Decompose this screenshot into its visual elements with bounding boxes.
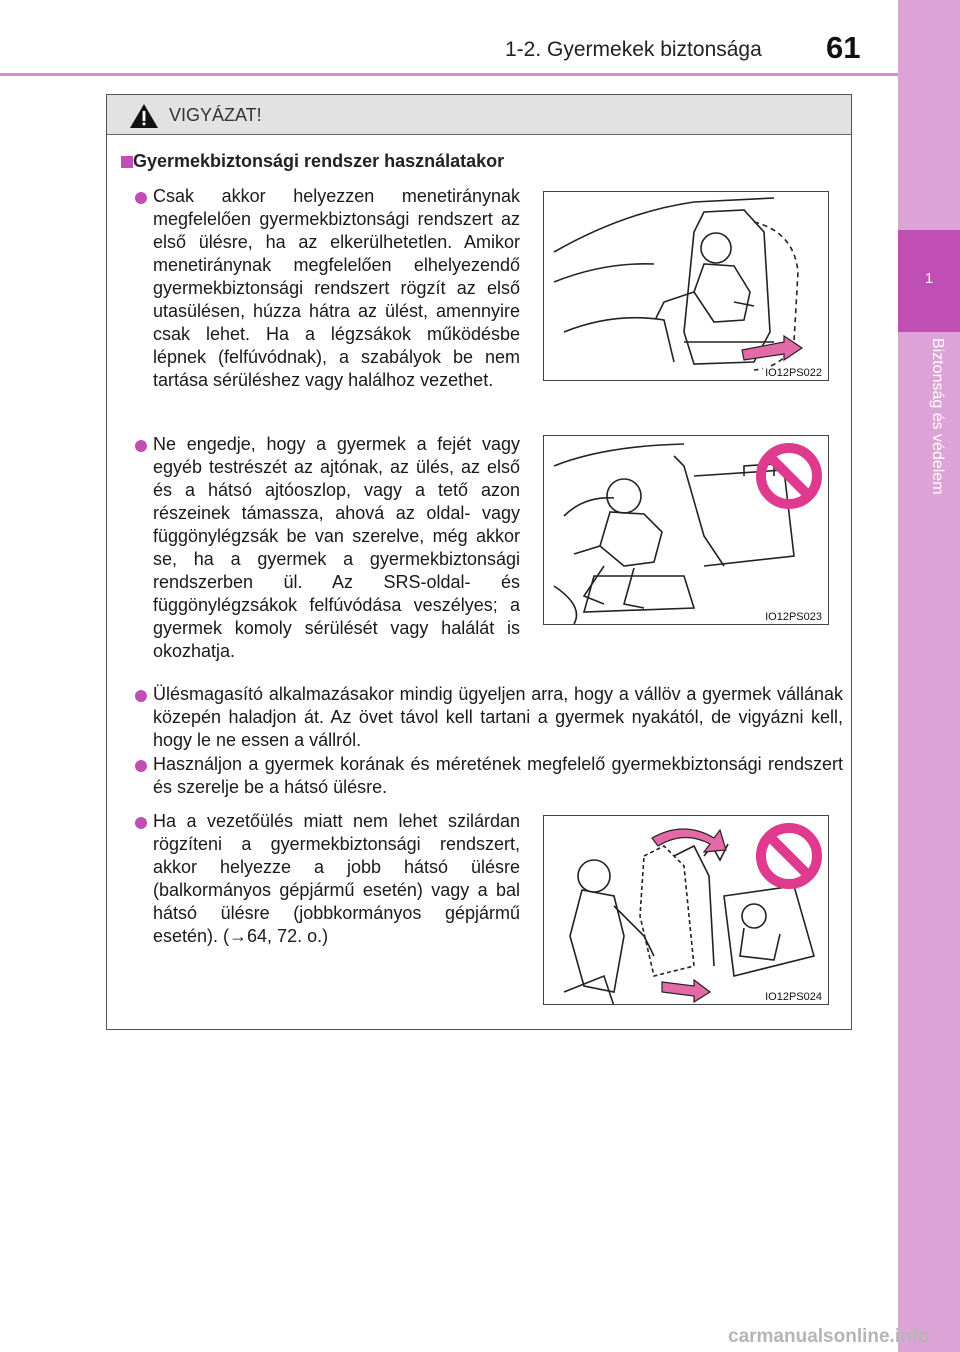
warning-triangle-icon xyxy=(129,103,159,129)
figure-code: IO12PS024 xyxy=(765,991,822,1003)
figure-code: IO12PS023 xyxy=(765,611,822,623)
warning-item-4: Használjon a gyermek korának és méretének megfelelő gyermekbiztonsági rendszert és szerelje be a hátsó ülésre. xyxy=(153,754,843,797)
warning-title: VIGYÁZAT! xyxy=(169,105,262,125)
section-title: Gyermekbiztonsági rendszer használatakor xyxy=(133,151,505,171)
warning-item-2: Ne engedje, hogy a gyermek a fejét vagy egyéb testrészét az ajtónak, az ülés, az első és a hátsó ajtóoszlop, vagy a tető azon részeinek támassza, ahová az oldal- vagy függönylégzsák be van szerelve, még akkor se, ha a gyermek a gyermekbiztonsági rendszerben ül. Az SRS-oldal- és függönylégzsákok felfúvódása veszélyes; a gyermek komoly sérülését vagy halálát is okozhatja. xyxy=(153,434,520,661)
warning-item-3: Ülésmagasító alkalmazásakor mindig ügyeljen arra, hogy a vállöv a gyermek vállának közepén haladjon át. Az övet távol kell tartani a gyermek nyakától, de vigyázni kell, hogy le ne essen a vállról. xyxy=(153,684,843,750)
figure-front-seat-child-seat xyxy=(543,191,829,381)
chapter-title: 1-2. Gyermekek biztonsága xyxy=(505,38,762,61)
side-tab-chapter-number: 1 xyxy=(924,270,934,287)
bullet-dot xyxy=(135,192,147,204)
figure-code: IO12PS022 xyxy=(765,367,822,379)
warning-item-1: Csak akkor helyezzen menetiránynak megfelelően gyermekbiztonsági rendszert az első ülésre, ha az elkerülhetetlen. Amikor menetiránynak megfelelően elhelyezendő gyermekbiztonsági rendszert rögzít az első utasülésen, húzza hátra az ülést, amennyire csak lehet. Ha a légzsákok működésbe lépnek (felfúvódnak), a szabályok be nem tartása sérüléshez vagy halálhoz vezethet. xyxy=(153,186,520,390)
warning-item-5: Ha a vezetőülés miatt nem lehet szilárdan rögzíteni a gyermekbiztonsági rendszert, akkor helyezze a jobb hátsó ülésre (balkormányos gépjármű esetén) vagy a bal hátsó ülésre (jobbkormányos gépjármű esetén). (→64, 72. o.) xyxy=(153,811,520,946)
bullet-dot xyxy=(135,760,147,772)
prohibited-sign-icon xyxy=(544,816,829,1005)
warning-box xyxy=(106,94,852,1030)
illustration-forward-facing-child-seat xyxy=(544,192,829,381)
page-number: 61 xyxy=(826,30,861,65)
side-tab-chapter-label: Biztonság és védelem xyxy=(929,338,946,495)
section-square-bullet xyxy=(121,156,133,168)
header-divider xyxy=(0,73,898,76)
watermark: carmanualsonline.info xyxy=(728,1326,930,1347)
warning-header xyxy=(107,95,851,135)
figure-rear-seat-booster xyxy=(543,435,829,625)
bullet-dot xyxy=(135,440,147,452)
bullet-dot xyxy=(135,817,147,829)
figure-driver-seat-interference xyxy=(543,815,829,1005)
prohibited-sign-icon xyxy=(544,436,829,625)
bullet-dot xyxy=(135,690,147,702)
